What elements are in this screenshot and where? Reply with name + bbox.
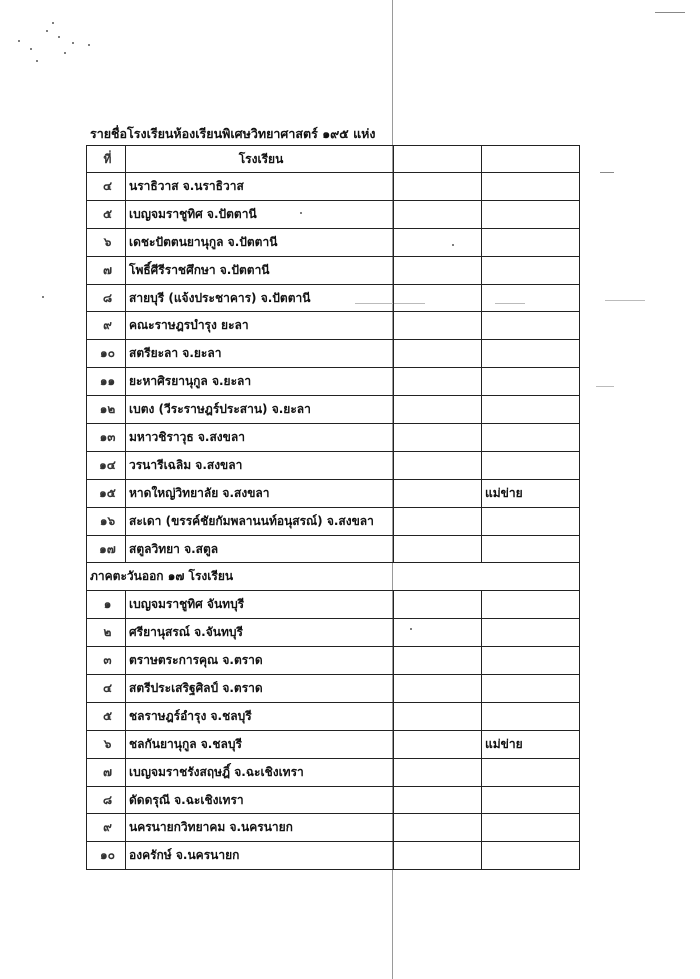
row-note — [482, 173, 580, 201]
table-row — [87, 702, 580, 730]
row-note — [482, 786, 580, 814]
row-number: ๙ — [87, 814, 126, 842]
row-note — [482, 535, 580, 563]
scan-mark — [596, 386, 614, 387]
row-note — [482, 507, 580, 535]
table-row — [87, 368, 580, 396]
row-number: ๔ — [87, 675, 126, 703]
table-row — [87, 842, 580, 870]
row-number: ๑ — [87, 591, 126, 619]
table-row — [87, 424, 580, 452]
row-number: ๑๒ — [87, 396, 126, 424]
row-note — [482, 675, 580, 703]
school-name: สะเดา (ขรรค์ชัยกัมพลานนท์อนุสรณ์) จ.สงขลา — [126, 507, 394, 535]
row-number: ๖ — [87, 228, 126, 256]
table-cell — [394, 647, 482, 675]
row-note — [482, 814, 580, 842]
table-cell — [394, 842, 482, 870]
table-cell — [394, 730, 482, 758]
row-number: ๓ — [87, 647, 126, 675]
row-note: แม่ข่าย — [482, 479, 580, 507]
table-cell — [394, 758, 482, 786]
table-cell — [394, 396, 482, 424]
scan-speck — [58, 36, 60, 38]
school-table — [86, 145, 580, 870]
row-note — [482, 451, 580, 479]
table-row — [87, 535, 580, 563]
school-name: วรนารีเฉลิม จ.สงขลา — [126, 451, 394, 479]
row-number: ๑๐ — [87, 340, 126, 368]
table-row — [87, 675, 580, 703]
row-number: ๗ — [87, 256, 126, 284]
school-name: นราธิวาส จ.นราธิวาส — [126, 173, 394, 201]
table-row — [87, 312, 580, 340]
table-row — [87, 284, 580, 312]
school-name: เบญจมราชรังสฤษฎิ์ จ.ฉะเชิงเทรา — [126, 758, 394, 786]
school-name: สายบุรี (แจ้งประชาคาร) จ.ปัตตานี — [126, 284, 394, 312]
row-number: ๕ — [87, 702, 126, 730]
row-number: ๕ — [87, 200, 126, 228]
scan-speck — [52, 22, 54, 24]
table-row — [87, 256, 580, 284]
school-name: คณะราษฎรบำรุง ยะลา — [126, 312, 394, 340]
row-note — [482, 758, 580, 786]
row-number: ๑๐ — [87, 842, 126, 870]
row-note — [482, 340, 580, 368]
table-row — [87, 173, 580, 201]
school-name: สตูลวิทยา จ.สตูล — [126, 535, 394, 563]
scan-speck — [88, 44, 90, 46]
table-row — [87, 647, 580, 675]
school-name: สตรีประเสริฐศิลป์ จ.ตราด — [126, 675, 394, 703]
table-cell — [394, 312, 482, 340]
table-row — [87, 228, 580, 256]
row-number: ๑๓ — [87, 424, 126, 452]
table-cell — [394, 479, 482, 507]
table-cell — [394, 619, 482, 647]
row-number: ๒ — [87, 619, 126, 647]
table-row — [87, 340, 580, 368]
table-cell — [394, 340, 482, 368]
row-note — [482, 200, 580, 228]
table-cell — [394, 451, 482, 479]
section-row — [87, 563, 580, 591]
row-number: ๑๕ — [87, 479, 126, 507]
scan-speck — [18, 40, 20, 42]
table-cell — [394, 228, 482, 256]
document-title: รายชื่อโรงเรียนห้องเรียนพิเศษวิทยาศาสตร์ ๑๙๕ แห่ง — [90, 126, 376, 141]
table-cell — [394, 814, 482, 842]
school-name: โพธิ์ศีรีราชศึกษา จ.ปัตตานี — [126, 256, 394, 284]
row-number: ๖ — [87, 730, 126, 758]
row-note: แม่ข่าย — [482, 730, 580, 758]
school-name: หาดใหญ่วิทยาลัย จ.สงขลา — [126, 479, 394, 507]
table-cell — [394, 200, 482, 228]
table-header-row — [87, 146, 580, 173]
table-cell — [394, 535, 482, 563]
row-number: ๘ — [87, 284, 126, 312]
scan-mark — [605, 300, 645, 301]
row-number: ๔ — [87, 173, 126, 201]
table-cell — [394, 424, 482, 452]
table-cell — [482, 146, 580, 173]
table-row — [87, 786, 580, 814]
row-note — [482, 619, 580, 647]
school-name: ตราษตระการคุณ จ.ตราด — [126, 647, 394, 675]
scan-speck — [36, 60, 38, 62]
scan-mark — [600, 172, 614, 173]
row-note — [482, 702, 580, 730]
school-name: เบญจมราชูทิศ จันทบุรี — [126, 591, 394, 619]
table-row — [87, 507, 580, 535]
row-note — [482, 228, 580, 256]
row-note — [482, 396, 580, 424]
table-row — [87, 758, 580, 786]
table-cell — [394, 675, 482, 703]
scan-speck — [64, 52, 66, 54]
school-name: นครนายกวิทยาคม จ.นครนายก — [126, 814, 394, 842]
table-row — [87, 200, 580, 228]
row-number: ๑๗ — [87, 535, 126, 563]
school-name: ยะหาศิรยานุกูล จ.ยะลา — [126, 368, 394, 396]
table-cell — [394, 146, 482, 173]
table-row — [87, 591, 580, 619]
table-row — [87, 479, 580, 507]
school-name: สตรียะลา จ.ยะลา — [126, 340, 394, 368]
table-row — [87, 814, 580, 842]
table-cell — [394, 507, 482, 535]
school-name: ศรียานุสรณ์ จ.จันทบุรี — [126, 619, 394, 647]
table-cell — [394, 591, 482, 619]
row-note — [482, 842, 580, 870]
table-cell — [394, 256, 482, 284]
scan-speck — [46, 30, 48, 32]
table-cell — [394, 284, 482, 312]
row-number: ๑๑ — [87, 368, 126, 396]
table-row — [87, 730, 580, 758]
school-name: มหาวชิราวุธ จ.สงขลา — [126, 424, 394, 452]
table-cell — [394, 702, 482, 730]
row-note — [482, 312, 580, 340]
table-row — [87, 451, 580, 479]
row-note — [482, 424, 580, 452]
row-number: ๙ — [87, 312, 126, 340]
scan-speck — [72, 42, 74, 44]
row-number: ๑๖ — [87, 507, 126, 535]
header-no: ที่ — [87, 146, 126, 173]
school-name: เบญจมราชูทิศ จ.ปัตตานี — [126, 200, 394, 228]
row-number: ๘ — [87, 786, 126, 814]
school-name: ชลราษฎร์อำรุง จ.ชลบุรี — [126, 702, 394, 730]
school-name: องครักษ์ จ.นครนายก — [126, 842, 394, 870]
section-heading: ภาคตะวันออก ๑๗ โรงเรียน — [87, 563, 580, 591]
row-note — [482, 647, 580, 675]
table-cell — [394, 368, 482, 396]
school-name: ดัดดรุณี จ.ฉะเชิงเทรา — [126, 786, 394, 814]
row-note — [482, 368, 580, 396]
table-cell — [394, 786, 482, 814]
table-cell — [394, 173, 482, 201]
row-note — [482, 284, 580, 312]
scan-speck — [30, 48, 32, 50]
row-note — [482, 256, 580, 284]
row-note — [482, 591, 580, 619]
scan-speck — [42, 296, 44, 298]
school-name: เบตง (วีระราษฎร์ประสาน) จ.ยะลา — [126, 396, 394, 424]
table-row — [87, 396, 580, 424]
scan-mark — [655, 12, 685, 13]
row-number: ๗ — [87, 758, 126, 786]
row-number: ๑๔ — [87, 451, 126, 479]
school-name: ชลกันยานุกูล จ.ชลบุรี — [126, 730, 394, 758]
table-row — [87, 619, 580, 647]
header-school: โรงเรียน — [126, 146, 394, 173]
school-name: เดชะปัตตนยานุกูล จ.ปัตตานี — [126, 228, 394, 256]
